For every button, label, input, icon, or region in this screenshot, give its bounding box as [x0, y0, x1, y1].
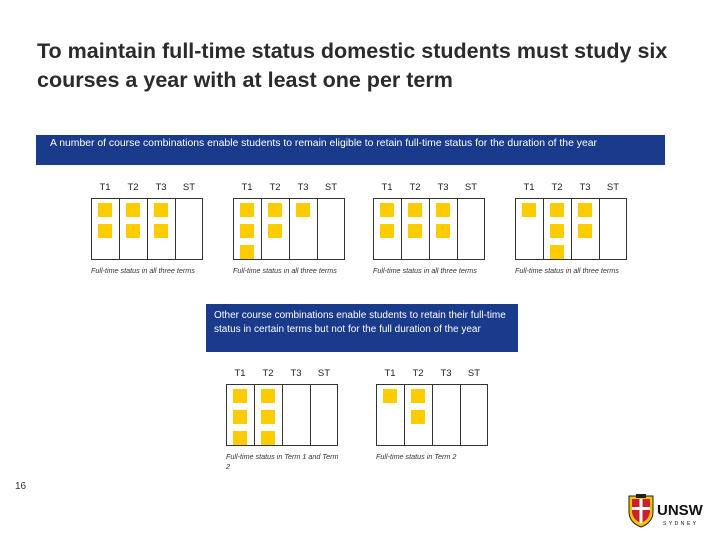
term-table [226, 384, 338, 446]
course-block [233, 389, 247, 403]
column-divider [289, 199, 290, 259]
course-block [126, 203, 140, 217]
crest-icon [629, 494, 653, 527]
course-block [154, 203, 168, 217]
term-header-t2: T2 [127, 181, 139, 193]
term-header-t1: T1 [99, 181, 111, 193]
column-divider [429, 199, 430, 259]
term-header-t3: T3 [290, 367, 302, 379]
status-caption: Full-time status in all three terms [233, 266, 337, 275]
page-number: 16 [15, 481, 27, 492]
column-divider [119, 199, 120, 259]
column-divider [571, 199, 572, 259]
course-block [233, 431, 247, 445]
course-block [436, 203, 450, 217]
course-block [436, 224, 450, 238]
term-header-t2: T2 [269, 181, 281, 193]
term-header-st: ST [606, 181, 620, 193]
term-header-t1: T1 [384, 367, 396, 379]
course-block [550, 245, 564, 259]
course-block [261, 410, 275, 424]
course-block [411, 389, 425, 403]
term-header-t3: T3 [579, 181, 591, 193]
course-block [98, 224, 112, 238]
course-block [380, 224, 394, 238]
status-caption: Full-time status in Term 2 [376, 452, 457, 461]
combination-diagram-4 [515, 178, 627, 338]
column-divider [543, 199, 544, 259]
course-block [578, 203, 592, 217]
status-caption: Full-time status in all three terms [373, 266, 477, 275]
status-caption: Full-time status in all three terms [91, 266, 195, 275]
column-divider [460, 385, 461, 445]
term-header-st: ST [464, 181, 478, 193]
term-header-st: ST [182, 181, 196, 193]
term-header-st: ST [317, 367, 331, 379]
term-table [373, 198, 485, 260]
column-divider [254, 385, 255, 445]
term-header-t1: T1 [234, 367, 246, 379]
term-header-st: ST [324, 181, 338, 193]
course-block [296, 203, 310, 217]
course-block [550, 203, 564, 217]
column-divider [147, 199, 148, 259]
term-header-t3: T3 [440, 367, 452, 379]
column-divider [310, 385, 311, 445]
course-block [261, 431, 275, 445]
column-divider [404, 385, 405, 445]
course-block [380, 203, 394, 217]
logo-subtitle: SYDNEY [663, 521, 699, 527]
column-divider [457, 199, 458, 259]
term-header-t3: T3 [155, 181, 167, 193]
term-header-t2: T2 [412, 367, 424, 379]
course-block [154, 224, 168, 238]
term-table [515, 198, 627, 260]
course-block [261, 389, 275, 403]
unsw-logo [626, 492, 712, 530]
status-caption: Full-time status in Term 1 and Term 2 [226, 452, 339, 471]
term-header-t1: T1 [241, 181, 253, 193]
column-divider [432, 385, 433, 445]
term-header-t3: T3 [297, 181, 309, 193]
term-header-t3: T3 [437, 181, 449, 193]
logo-wordmark: UNSW [657, 502, 703, 519]
course-block [550, 224, 564, 238]
term-header-st: ST [467, 367, 481, 379]
course-block [240, 224, 254, 238]
column-divider [261, 199, 262, 259]
term-header-t2: T2 [551, 181, 563, 193]
course-block [411, 410, 425, 424]
course-block [578, 224, 592, 238]
banner-partial-year: Other course combinations enable students to retain their full-time status in certain terms but not for the full duration of the year [206, 304, 518, 352]
course-block [126, 224, 140, 238]
column-divider [317, 199, 318, 259]
term-header-t2: T2 [409, 181, 421, 193]
term-table [91, 198, 203, 260]
course-block [408, 224, 422, 238]
course-block [98, 203, 112, 217]
column-divider [282, 385, 283, 445]
term-header-t1: T1 [381, 181, 393, 193]
term-table [233, 198, 345, 260]
course-block [522, 203, 536, 217]
combination-diagram-6 [376, 364, 488, 524]
combination-diagram-1 [91, 178, 203, 338]
column-divider [599, 199, 600, 259]
term-header-t2: T2 [262, 367, 274, 379]
course-block [240, 203, 254, 217]
page-title: To maintain full-time status domestic students must study six courses a year with at least one per term [37, 39, 668, 92]
course-block [383, 389, 397, 403]
combination-diagram-5 [226, 364, 338, 524]
column-divider [175, 199, 176, 259]
column-divider [401, 199, 402, 259]
course-block [408, 203, 422, 217]
banner-full-year: A number of course combinations enable students to remain eligible to retain full-time status for the duration of the year [36, 135, 665, 165]
course-block [268, 224, 282, 238]
course-block [233, 410, 247, 424]
status-caption: Full-time status in all three terms [515, 266, 619, 275]
term-header-t1: T1 [523, 181, 535, 193]
course-block [240, 245, 254, 259]
course-block [268, 203, 282, 217]
term-table [376, 384, 488, 446]
